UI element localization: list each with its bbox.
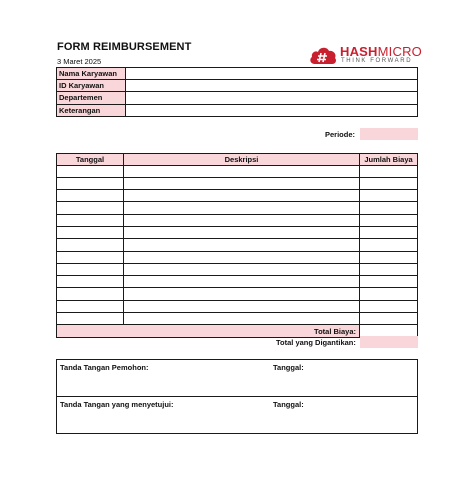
info-row-departemen (57, 92, 418, 104)
tanggal-cell[interactable] (57, 202, 124, 214)
jumlah-cell[interactable] (360, 165, 418, 177)
jumlah-cell[interactable] (360, 190, 418, 202)
jumlah-cell[interactable] (360, 251, 418, 263)
table-row (57, 214, 418, 226)
deskripsi-cell[interactable] (124, 165, 360, 177)
deskripsi-cell[interactable] (124, 251, 360, 263)
table-row (57, 276, 418, 288)
info-label-nama: Nama Karyawan (57, 68, 126, 80)
table-row (57, 226, 418, 238)
table-row (57, 300, 418, 312)
penyetuju-signature-label: Tanda Tangan yang menyetujui: (60, 400, 174, 409)
signature-row-penyetuju (57, 397, 418, 434)
info-field-id[interactable] (126, 80, 418, 92)
expense-header-row (57, 154, 418, 166)
signature-cell-pemohon[interactable] (57, 360, 418, 397)
info-label-keterangan: Keterangan (57, 104, 126, 116)
deskripsi-cell[interactable] (124, 214, 360, 226)
pemohon-signature-label: Tanda Tangan Pemohon: (60, 363, 149, 372)
deskripsi-cell[interactable] (124, 202, 360, 214)
deskripsi-cell[interactable] (124, 313, 360, 325)
deskripsi-cell[interactable] (124, 190, 360, 202)
tanggal-cell[interactable] (57, 300, 124, 312)
info-row-nama (57, 68, 418, 80)
jumlah-cell[interactable] (360, 276, 418, 288)
info-field-keterangan[interactable] (126, 104, 418, 116)
col-header-jumlah: Jumlah Biaya (360, 154, 418, 166)
jumlah-cell[interactable] (360, 288, 418, 300)
table-row (57, 165, 418, 177)
tanggal-cell[interactable] (57, 214, 124, 226)
deskripsi-cell[interactable] (124, 288, 360, 300)
tanggal-cell[interactable] (57, 276, 124, 288)
logo-name-regular: MICRO (377, 44, 422, 59)
table-row (57, 177, 418, 189)
info-field-departemen[interactable] (126, 92, 418, 104)
periode-label: Periode: (325, 130, 356, 139)
jumlah-cell[interactable] (360, 313, 418, 325)
penyetuju-date-label: Tanggal: (273, 400, 304, 409)
hashmicro-logo (308, 44, 420, 68)
deskripsi-cell[interactable] (124, 276, 360, 288)
form-title: FORM REIMBURSEMENT (57, 41, 192, 53)
jumlah-cell[interactable] (360, 226, 418, 238)
form-date: 3 Maret 2025 (57, 57, 102, 66)
tanggal-cell[interactable] (57, 177, 124, 189)
jumlah-cell[interactable] (360, 239, 418, 251)
info-row-keterangan (57, 104, 418, 116)
deskripsi-cell[interactable] (124, 226, 360, 238)
logo-name-bold: HASH (340, 44, 378, 59)
tanggal-cell[interactable] (57, 190, 124, 202)
total-digantikan-label: Total yang Digantikan: (276, 338, 356, 347)
signature-row-pemohon (57, 360, 418, 397)
jumlah-cell[interactable] (360, 177, 418, 189)
deskripsi-cell[interactable] (124, 239, 360, 251)
table-row (57, 263, 418, 275)
jumlah-cell[interactable] (360, 202, 418, 214)
cloud-hash-icon (308, 44, 338, 66)
deskripsi-cell[interactable] (124, 300, 360, 312)
total-digantikan-field[interactable] (360, 336, 418, 348)
info-label-id: ID Karyawan (57, 80, 126, 92)
deskripsi-cell[interactable] (124, 177, 360, 189)
total-biaya-label: Total Biaya: (57, 325, 360, 337)
table-row (57, 288, 418, 300)
logo-wordmark (340, 44, 422, 59)
table-row (57, 190, 418, 202)
jumlah-cell[interactable] (360, 214, 418, 226)
info-label-departemen: Departemen (57, 92, 126, 104)
tanggal-cell[interactable] (57, 239, 124, 251)
jumlah-cell[interactable] (360, 300, 418, 312)
logo-tagline: THINK FORWARD (341, 58, 413, 64)
tanggal-cell[interactable] (57, 288, 124, 300)
tanggal-cell[interactable] (57, 251, 124, 263)
info-row-id (57, 80, 418, 92)
expense-body (57, 165, 418, 325)
deskripsi-cell[interactable] (124, 263, 360, 275)
table-row (57, 313, 418, 325)
col-header-tanggal: Tanggal (57, 154, 124, 166)
tanggal-cell[interactable] (57, 226, 124, 238)
tanggal-cell[interactable] (57, 313, 124, 325)
signature-cell-penyetuju[interactable] (57, 397, 418, 434)
signature-table (56, 359, 418, 434)
table-row (57, 202, 418, 214)
expense-table (56, 153, 418, 338)
jumlah-cell[interactable] (360, 263, 418, 275)
tanggal-cell[interactable] (57, 165, 124, 177)
employee-info-table (56, 67, 418, 117)
table-row (57, 251, 418, 263)
pemohon-date-label: Tanggal: (273, 363, 304, 372)
table-row (57, 239, 418, 251)
periode-field[interactable] (360, 128, 418, 140)
tanggal-cell[interactable] (57, 263, 124, 275)
info-field-nama[interactable] (126, 68, 418, 80)
col-header-deskripsi: Deskripsi (124, 154, 360, 166)
